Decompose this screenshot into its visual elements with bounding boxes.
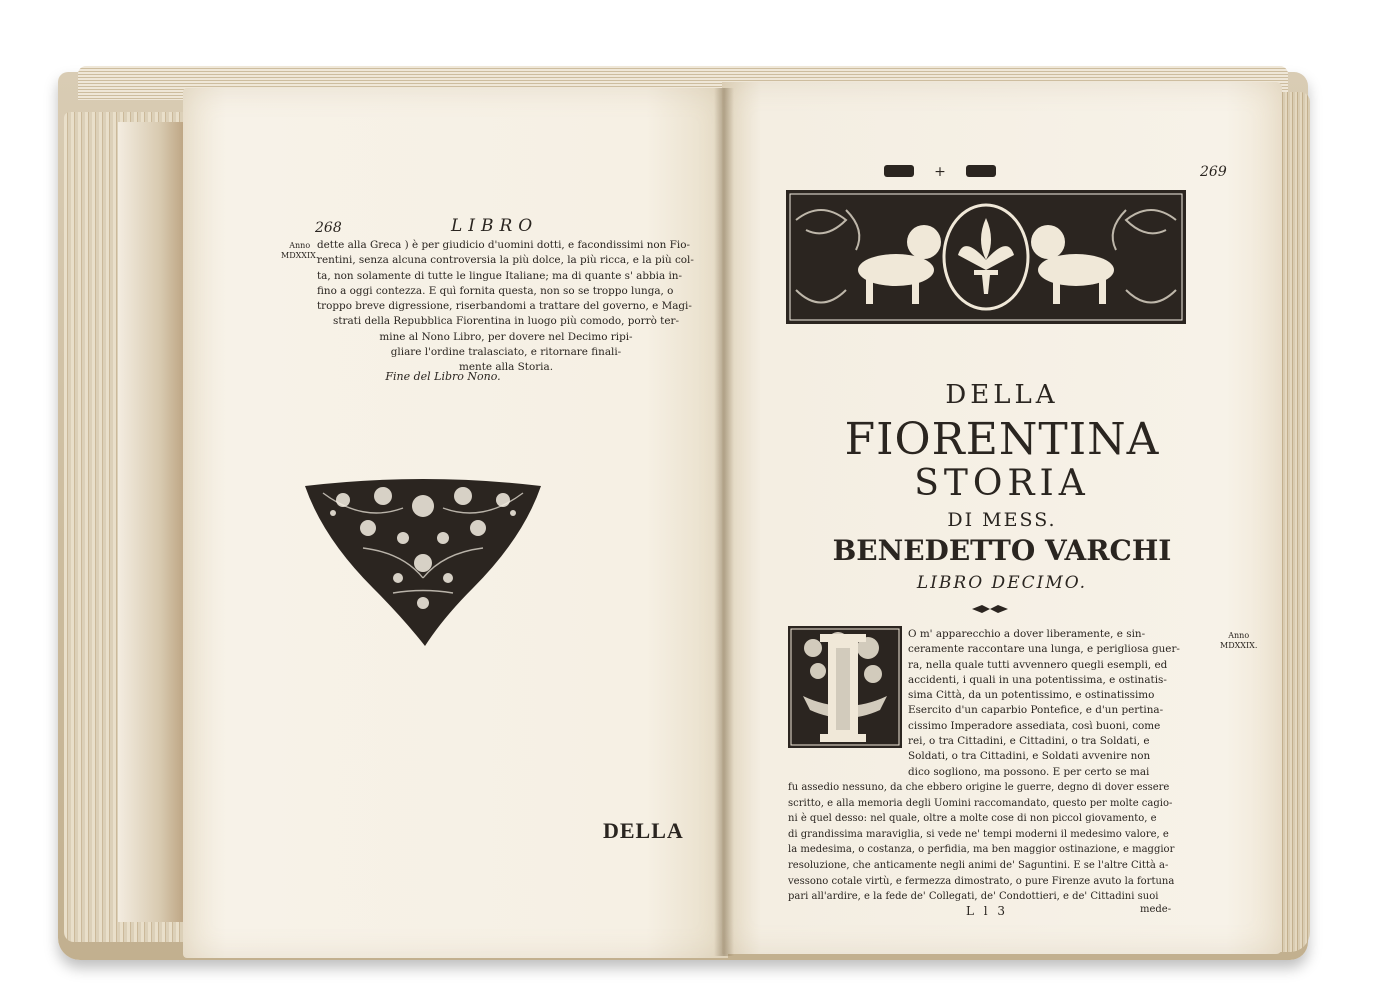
text-line: mine al Nono Libro, per dovere nel Decimo ripi-	[379, 330, 633, 343]
right-page	[722, 82, 1282, 954]
title-libro-decimo: LIBRO DECIMO.	[916, 573, 1088, 593]
headpiece-lions-fleur-de-lis	[786, 190, 1186, 324]
title-author: BENEDETTO VARCHI	[832, 534, 1172, 567]
text-line: sima Città, da un potentissimo, e ostinatissimo	[908, 689, 1155, 702]
text-line: ceramente raccontare una lunga, e perigliosa guer-	[908, 643, 1180, 656]
tailpiece-ornament	[303, 478, 543, 648]
text-line: Esercito d'un caparbio Pontefice, e d'un pertina-	[908, 704, 1164, 717]
text-line: dico sogliono, ma possono. E per certo se mai	[908, 765, 1150, 778]
text-line: fu assedio nessuno, da che ebbero origine le guerre, degno di dover essere	[788, 782, 1170, 793]
colophon: Fine del Libro Nono.	[385, 370, 501, 383]
margin-note-left	[281, 241, 318, 261]
small-rule-ornament	[970, 603, 1010, 615]
head-ornament	[882, 162, 1002, 180]
text-line: ra, nella quale tutti avvennero quegli esempli, ed	[908, 658, 1168, 671]
gutter-shadow	[714, 88, 734, 956]
text-line: O m' apparecchio a dover liberamente, e sin-	[908, 628, 1146, 640]
margin-note-anno: Anno	[1228, 631, 1250, 640]
text-line: cissimo Imperadore assediata, così buoni, come	[908, 719, 1161, 732]
text-line: dette alla Greca ) è per giudicio d'uomini dotti, e facondissimi non Fio-	[317, 239, 690, 251]
text-line: Soldati, o tra Cittadini, e Soldati avvenire non	[908, 750, 1151, 763]
text-line: gliare l'ordine tralasciato, e ritornare finali-	[390, 346, 622, 359]
right-text-indented	[908, 627, 1210, 780]
signature-mark: L l 3	[966, 904, 1009, 918]
text-line: fino a oggi contezza. E quì fornita questa, non so se troppo lunga, o	[317, 284, 674, 297]
text-line: vessono cotale virtù, e fermezza dimostrato, o pure Firenze avuto la fortuna	[788, 875, 1175, 887]
text-line: resoluzione, che anticamente negli animi de' Saguntini. E se l'altre Città a-	[788, 859, 1169, 871]
open-book	[58, 52, 1310, 962]
catchword-left: DELLA	[603, 818, 684, 843]
text-line: di grandissima maraviglia, si vede ne' tempi moderni il medesimo valore, e	[788, 828, 1169, 840]
page-number-right: 269	[1200, 164, 1227, 180]
text-line: ni è quel desso: nel quale, oltre a molte cose di non piccol giovamento, e	[788, 813, 1157, 825]
left-text-block	[317, 238, 695, 376]
page-number-left: 268	[315, 220, 342, 236]
text-line: rei, o tra Cittadini, e Cittadini, o tra Soldati, e	[908, 735, 1150, 748]
title-di-mess: DI MESS.	[947, 509, 1057, 531]
text-line: scritto, e alla memoria degli Uomini raccomandato, questo per molte cagio-	[788, 797, 1173, 809]
right-text-full	[788, 780, 1212, 905]
left-page	[183, 88, 728, 958]
margin-note-year: MDXXIX.	[1220, 641, 1258, 650]
left-endpaper	[118, 122, 188, 922]
text-line: pari all'ardire, e la fede de' Collegati, de' Condottieri, e de' Cittadini suoi	[788, 891, 1159, 903]
text-line: mente alla Storia.	[459, 361, 553, 374]
catchword-right: mede-	[1140, 904, 1172, 915]
decorated-initial-I	[788, 626, 902, 748]
margin-note-year: MDXXIX.	[281, 251, 319, 260]
margin-note-anno: Anno	[289, 241, 311, 250]
text-line: la medesima, o costanza, o perfidia, ma ben maggior ostinazione, e maggior	[788, 844, 1175, 856]
text-line: ta, non solamente di tutte le lingue Italiane; ma di quante s' abbia in-	[317, 269, 682, 282]
title-storia: STORIA	[914, 463, 1090, 504]
svg-text:+: +	[934, 164, 946, 180]
title-della: DELLA	[945, 380, 1059, 410]
text-line: accidenti, i quali in una potentissima, e ostinatis-	[908, 673, 1167, 686]
margin-note-right	[1220, 631, 1257, 651]
title-fiorentina: FIORENTINA	[844, 414, 1160, 465]
running-head-left: LIBRO	[451, 216, 539, 236]
text-line: rentini, senza alcuna controversia la più dolce, la più ricca, e la più col-	[317, 254, 694, 267]
text-line: troppo breve digressione, riserbandomi a trattare del governo, e Magi-	[317, 300, 692, 313]
text-line: strati della Repubblica Fiorentina in luogo più comodo, porrò ter-	[333, 315, 679, 328]
